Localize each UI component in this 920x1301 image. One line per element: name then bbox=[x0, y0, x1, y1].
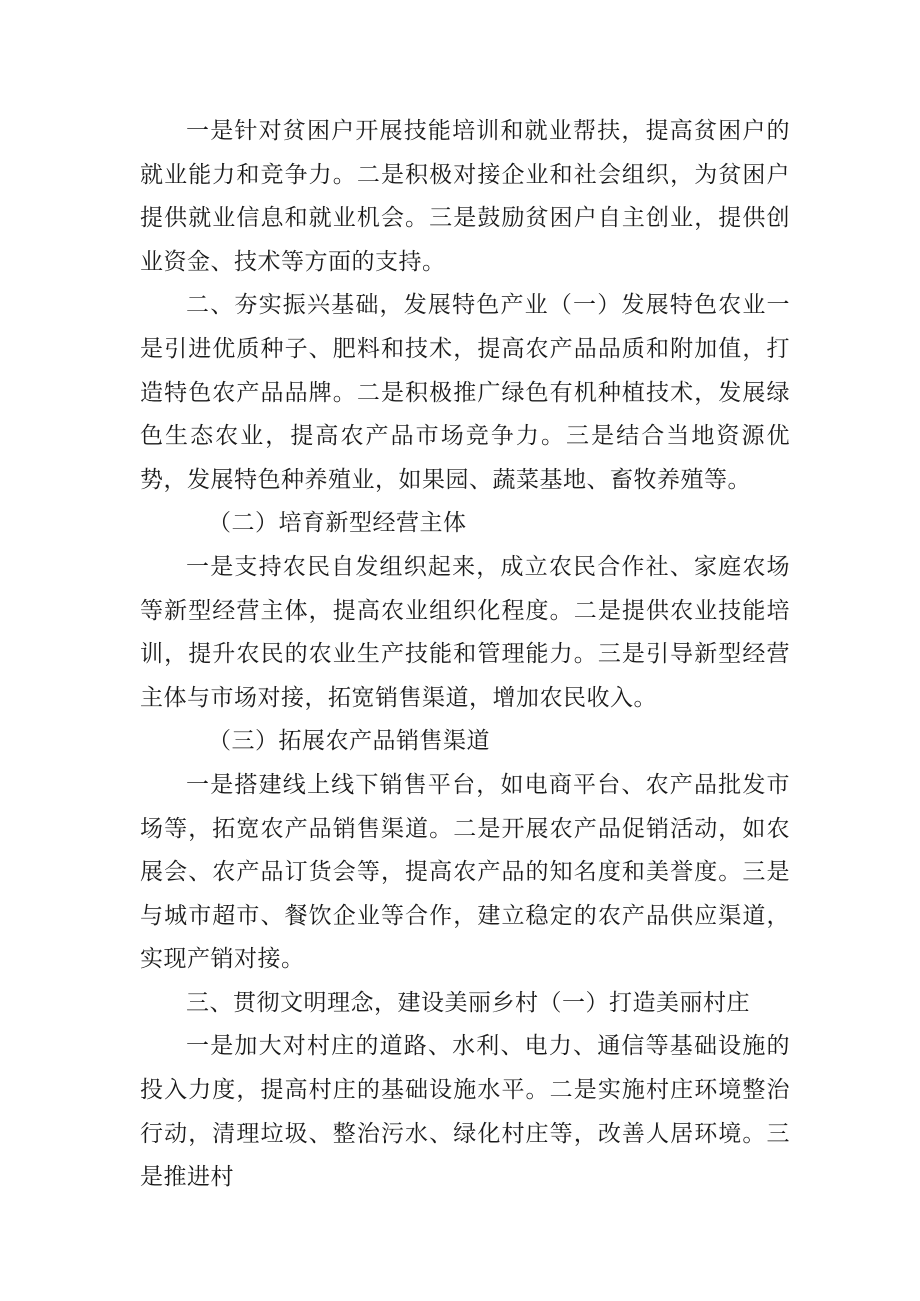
paragraph-new-business-entities: 一是支持农民自发组织起来，成立农民合作社、家庭农场等新型经营主体，提高农业组织化程度。二是提供农业技能培训，提升农民的农业生产技能和管理能力。三是引导新型经营主体与市场对接，拓宽销售渠道，增加农民收入。 bbox=[140, 553, 790, 711]
heading-new-business-entities: （二）培育新型经营主体 bbox=[208, 510, 467, 537]
paragraph-industry-development: 二、夯实振兴基础，发展特色产业（一）发展特色农业一是引进优质种子、肥料和技术，提高农产品品质和附加值，打造特色农产品品牌。二是积极推广绿色有机种植技术，发展绿色生态农业，提高农产品市场竞争力。三是结合当地资源优势，发展特色种养殖业，如果园、蔬菜基地、畜牧养殖等。 bbox=[140, 292, 790, 493]
heading-beautiful-village: 三、贯彻文明理念，建设美丽乡村（一）打造美丽村庄 bbox=[186, 989, 750, 1016]
heading-sales-channels: （三）拓展农产品销售渠道 bbox=[208, 728, 490, 755]
paragraph-sales-channels: 一是搭建线上线下销售平台，如电商平台、农产品批发市场等，拓宽农产品销售渠道。二是开展农产品促销活动，如农展会、农产品订货会等，提高农产品的知名度和美誉度。三是与城市超市、餐饮企业等合作，建立稳定的农产品供应渠道，实现产销对接。 bbox=[140, 771, 790, 973]
document-body bbox=[140, 110, 790, 1200]
paragraph-employment-support: 一是针对贫困户开展技能培训和就业帮扶，提高贫困户的就业能力和竞争力。二是积极对接企业和社会组织，为贫困户提供就业信息和就业机会。三是鼓励贫困户自主创业，提供创业资金、技术等方面的支持。 bbox=[140, 118, 790, 275]
paragraph-village-infrastructure: 一是加大对村庄的道路、水利、电力、通信等基础设施的投入力度，提高村庄的基础设施水平。二是实施村庄环境整治行动，清理垃圾、整治污水、绿化村庄等，改善人居环境。三是推进村 bbox=[140, 1033, 790, 1191]
